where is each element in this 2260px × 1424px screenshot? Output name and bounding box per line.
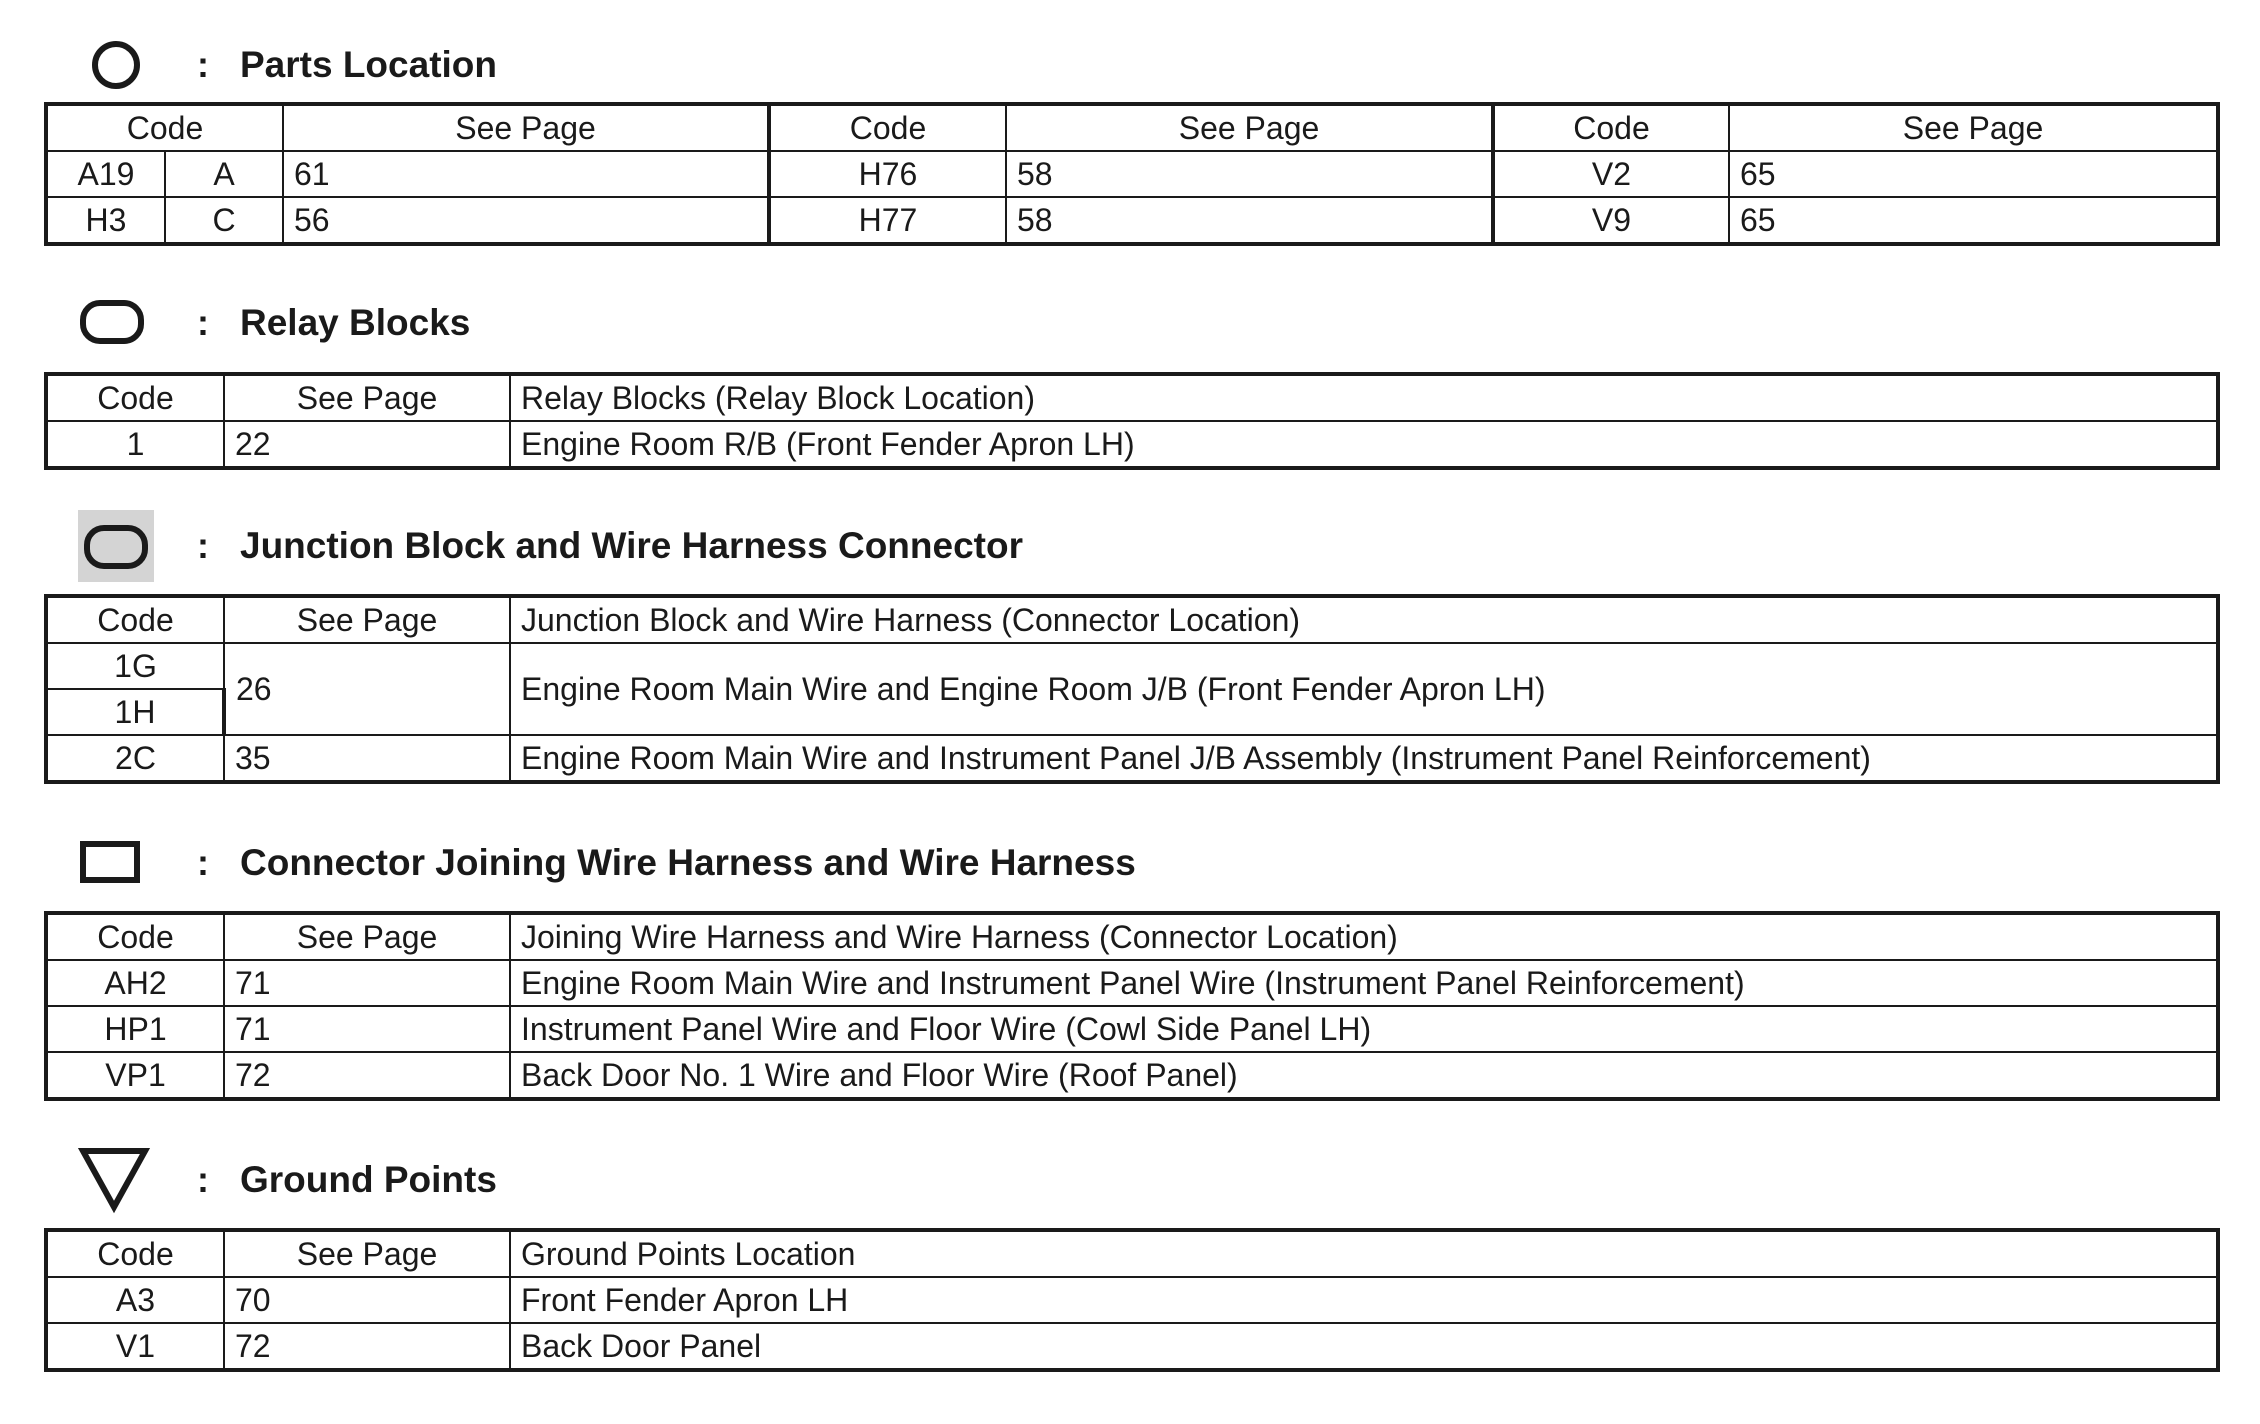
separator: :	[197, 842, 209, 883]
page-cell: 71	[224, 960, 510, 1006]
table-header-row	[46, 374, 2218, 421]
see-page-header: See Page	[224, 913, 510, 960]
code-cell: A19	[46, 151, 165, 197]
see-page-header: See Page	[224, 596, 510, 643]
code-cell: V2	[1493, 151, 1729, 197]
separator: :	[197, 302, 209, 343]
code-sub-cell: A	[165, 151, 283, 197]
section-title: Junction Block and Wire Harness Connector	[240, 525, 1023, 566]
separator: :	[197, 1159, 209, 1200]
table-row	[46, 643, 2218, 689]
section-title: Relay Blocks	[240, 302, 471, 343]
page-cell: 61	[283, 151, 769, 197]
section-title: Ground Points	[240, 1159, 497, 1200]
description-header: Joining Wire Harness and Wire Harness (Connector Location)	[510, 913, 2218, 960]
code-header: Code	[46, 104, 283, 151]
section-title: Connector Joining Wire Harness and Wire Harness	[240, 842, 1136, 883]
page-cell: 35	[224, 735, 510, 782]
junction-block-table	[44, 594, 2220, 784]
section-title: Parts Location	[240, 44, 497, 85]
code-cell: 1	[46, 421, 224, 468]
table-row	[46, 1052, 2218, 1099]
table-row	[46, 421, 2218, 468]
page-cell: 71	[224, 1006, 510, 1052]
table-row	[46, 1277, 2218, 1323]
code-cell: H77	[769, 197, 1006, 244]
description-cell: Engine Room R/B (Front Fender Apron LH)	[510, 421, 2218, 468]
relay-blocks-table	[44, 372, 2220, 470]
code-header: Code	[46, 913, 224, 960]
relay-blocks-header	[0, 285, 2260, 361]
description-cell: Front Fender Apron LH	[510, 1277, 2218, 1323]
code-cell: H3	[46, 197, 165, 244]
code-cell: AH2	[46, 960, 224, 1006]
code-cell: V9	[1493, 197, 1729, 244]
description-header: Relay Blocks (Relay Block Location)	[510, 374, 2218, 421]
page-cell: 72	[224, 1323, 510, 1370]
page-cell: 58	[1006, 151, 1493, 197]
table-row	[46, 960, 2218, 1006]
code-header: Code	[769, 104, 1006, 151]
see-page-header: See Page	[1006, 104, 1493, 151]
description-cell: Instrument Panel Wire and Floor Wire (Cowl Side Panel LH)	[510, 1006, 2218, 1052]
parts-location-table	[44, 102, 2220, 246]
code-cell: 2C	[46, 735, 224, 782]
page-cell: 70	[224, 1277, 510, 1323]
shaded-rounded-rect-icon	[78, 508, 154, 584]
table-header-row	[46, 104, 2218, 151]
circle-icon	[78, 27, 154, 103]
table-row	[46, 197, 2218, 244]
code-cell: 1G	[46, 643, 224, 689]
table-row	[46, 151, 2218, 197]
connector-joining-table	[44, 911, 2220, 1101]
code-cell: V1	[46, 1323, 224, 1370]
description-header: Ground Points Location	[510, 1230, 2218, 1277]
triangle-down-icon	[78, 1142, 154, 1218]
page-cell: 22	[224, 421, 510, 468]
page-cell: 26	[224, 643, 510, 735]
code-cell: A3	[46, 1277, 224, 1323]
junction-block-header	[0, 508, 2260, 584]
parts-location-header	[0, 27, 2260, 103]
page-cell: 65	[1729, 197, 2218, 244]
code-cell: H76	[769, 151, 1006, 197]
description-cell: Engine Room Main Wire and Instrument Panel J/B Assembly (Instrument Panel Reinforcement)	[510, 735, 2218, 782]
description-header: Junction Block and Wire Harness (Connector Location)	[510, 596, 2218, 643]
square-icon	[78, 825, 154, 901]
page-cell: 58	[1006, 197, 1493, 244]
code-header: Code	[1493, 104, 1729, 151]
code-header: Code	[46, 596, 224, 643]
table-header-row	[46, 913, 2218, 960]
code-sub-cell: C	[165, 197, 283, 244]
code-cell: HP1	[46, 1006, 224, 1052]
code-cell: VP1	[46, 1052, 224, 1099]
table-header-row	[46, 596, 2218, 643]
description-cell: Back Door Panel	[510, 1323, 2218, 1370]
connector-joining-header	[0, 825, 2260, 901]
see-page-header: See Page	[224, 374, 510, 421]
see-page-header: See Page	[283, 104, 769, 151]
separator: :	[197, 525, 209, 566]
see-page-header: See Page	[1729, 104, 2218, 151]
ground-points-table	[44, 1228, 2220, 1372]
description-cell: Back Door No. 1 Wire and Floor Wire (Roof Panel)	[510, 1052, 2218, 1099]
table-row	[46, 735, 2218, 782]
code-header: Code	[46, 374, 224, 421]
table-header-row	[46, 1230, 2218, 1277]
description-cell: Engine Room Main Wire and Engine Room J/B (Front Fender Apron LH)	[510, 643, 2218, 735]
see-page-header: See Page	[224, 1230, 510, 1277]
separator: :	[197, 44, 209, 85]
table-row	[46, 1323, 2218, 1370]
table-row	[46, 1006, 2218, 1052]
description-cell: Engine Room Main Wire and Instrument Panel Wire (Instrument Panel Reinforcement)	[510, 960, 2218, 1006]
page-cell: 56	[283, 197, 769, 244]
page-cell: 65	[1729, 151, 2218, 197]
code-cell: 1H	[46, 689, 224, 735]
rounded-rect-icon	[78, 285, 154, 361]
page-cell: 72	[224, 1052, 510, 1099]
ground-points-header	[0, 1142, 2260, 1218]
code-header: Code	[46, 1230, 224, 1277]
